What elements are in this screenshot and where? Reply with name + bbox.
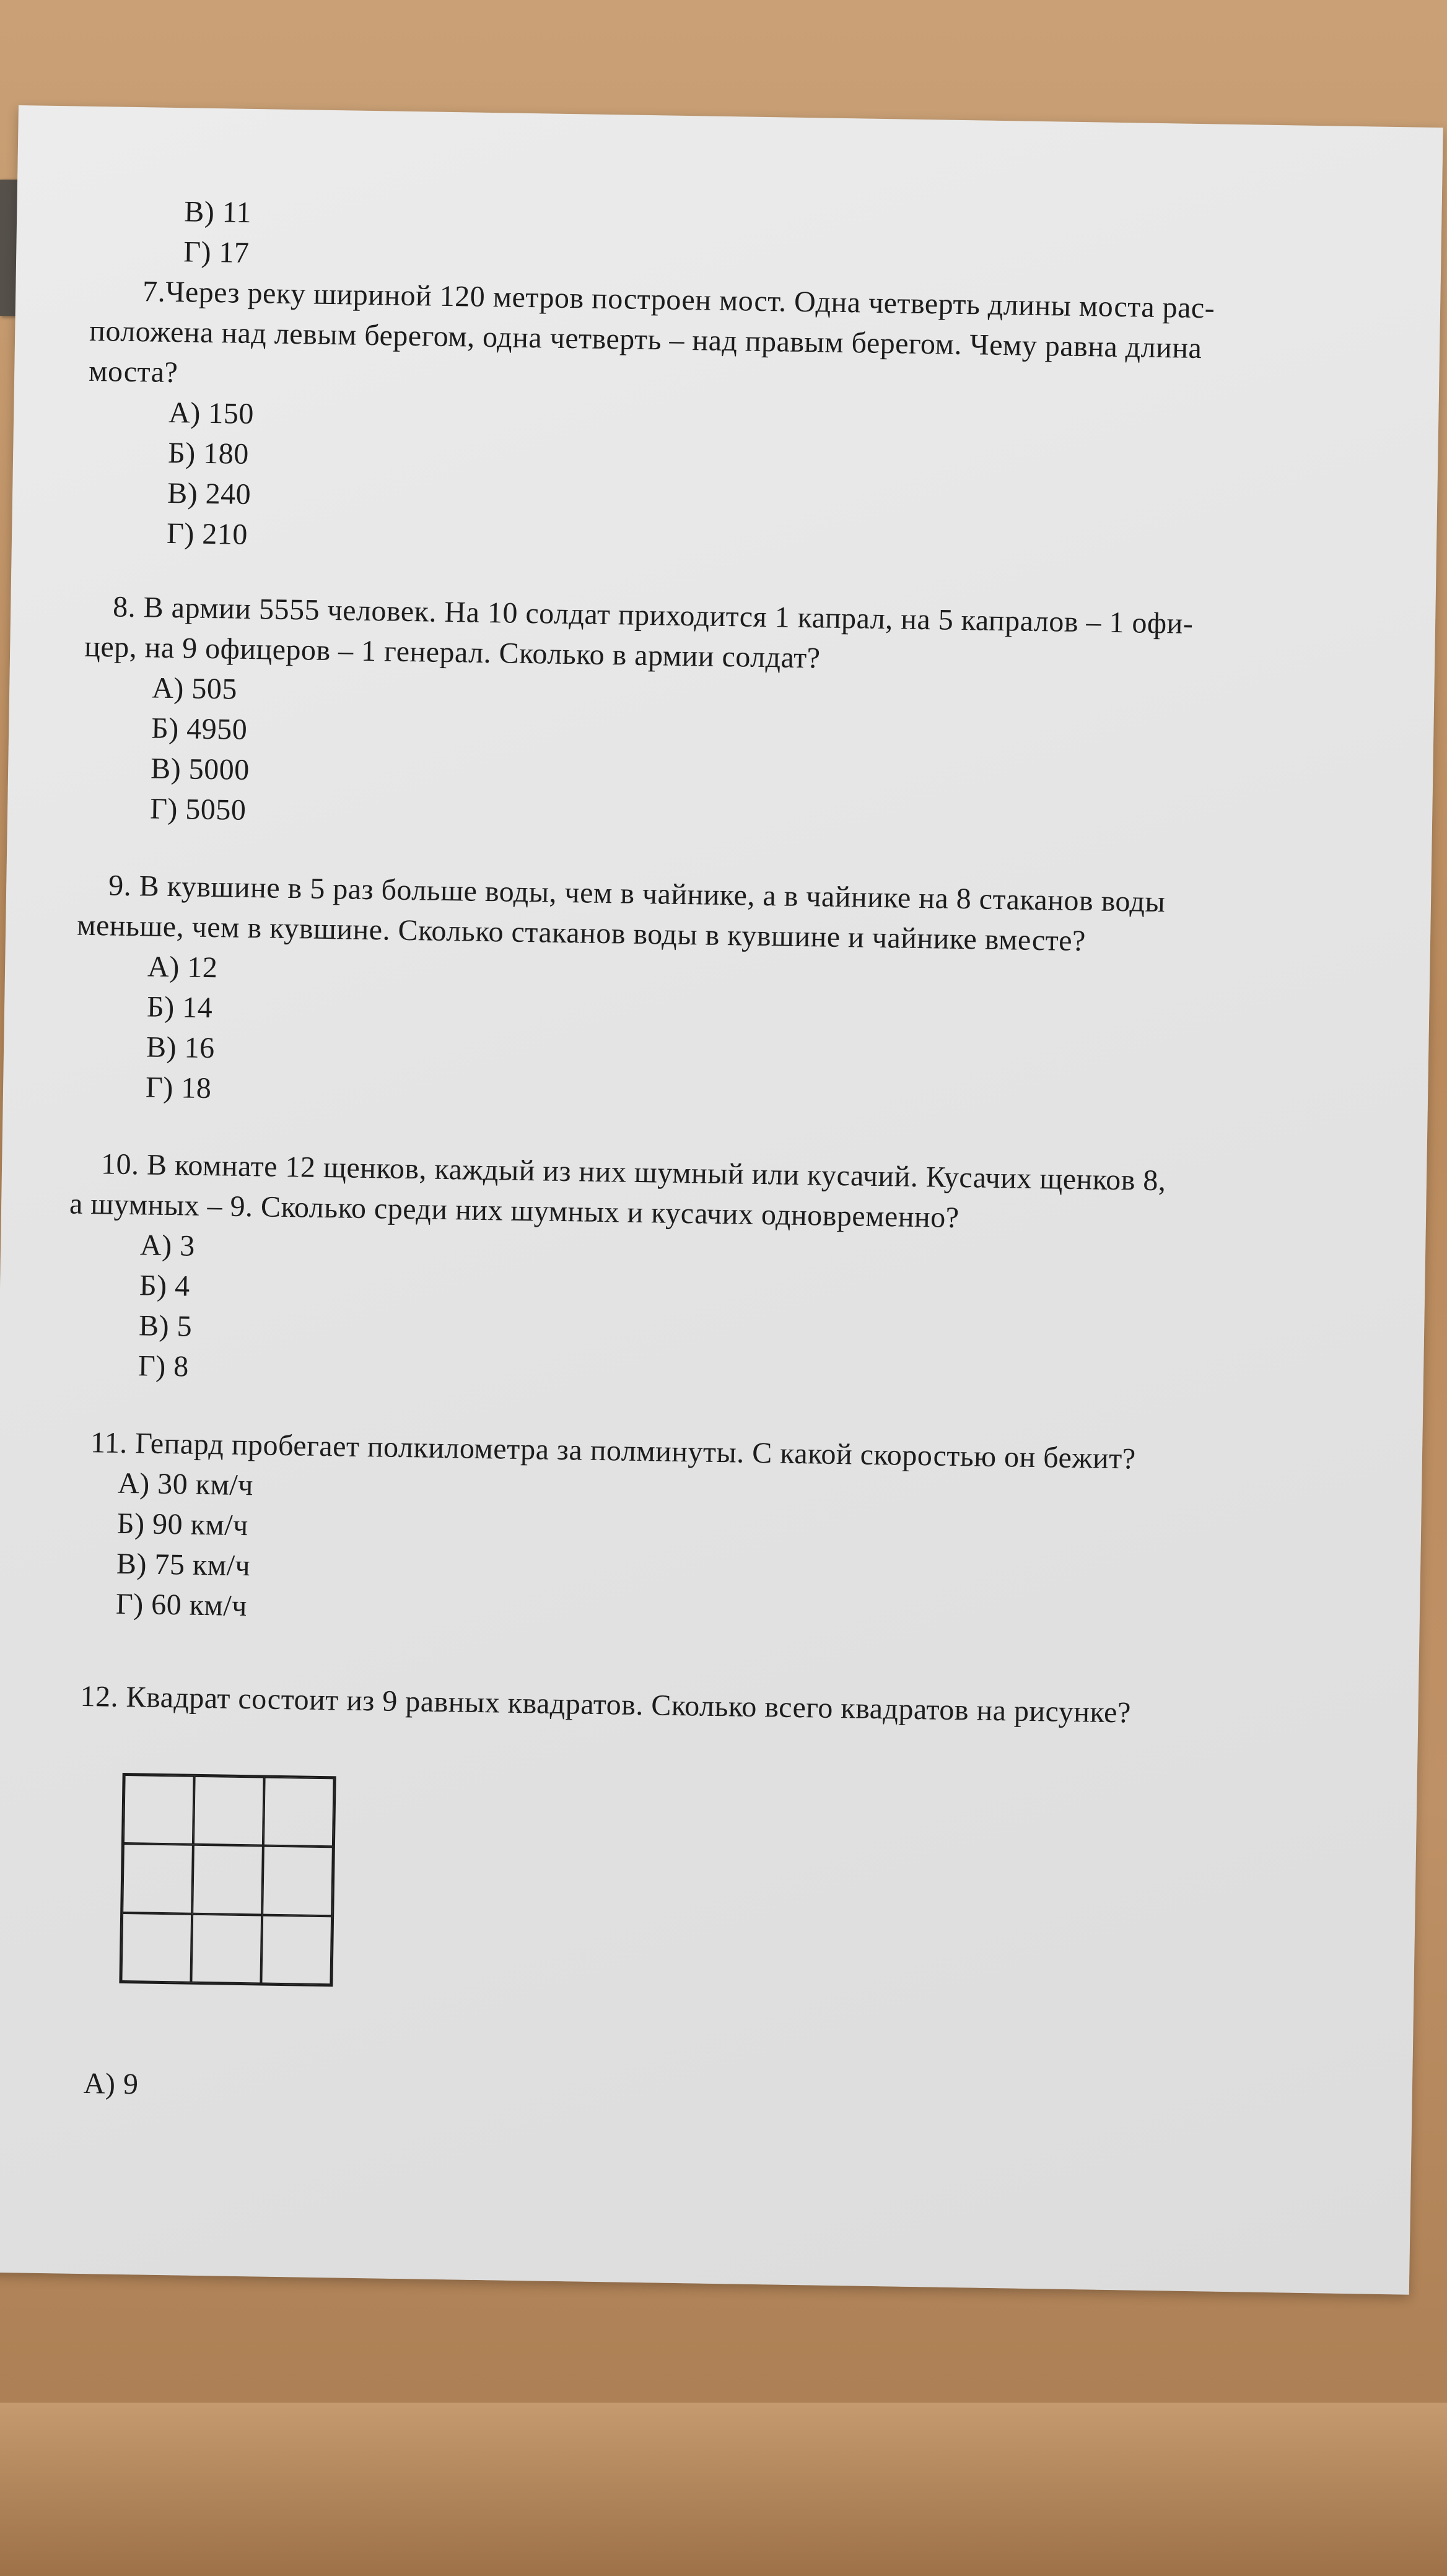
question-8-option-g: Г) 5050: [149, 792, 247, 827]
question-11-option-g: Г) 60 км/ч: [115, 1587, 248, 1623]
question-9-line2: меньше, чем в кувшине. Сколько стаканов воды в кувшине и чайнике вместе?: [76, 908, 1086, 958]
question-7-option-g: Г) 210: [166, 516, 248, 551]
question-10-option-b: Б) 4: [139, 1269, 191, 1303]
question-10-line1: 10. В комнате 12 щенков, каждый из них шумный или кусачий. Кусачих щенков 8,: [100, 1147, 1166, 1198]
question-7-option-b: Б) 180: [167, 436, 250, 471]
question-11-option-a: А) 30 км/ч: [117, 1466, 254, 1502]
question-11-option-v: В) 75 км/ч: [116, 1547, 251, 1583]
grid-cell: [191, 1913, 262, 1983]
grid-cell: [123, 1775, 195, 1845]
question-8-line2: цер, на 9 офицеров – 1 генерал. Сколько в армии солдат?: [84, 630, 821, 675]
grid-cell: [263, 1777, 334, 1847]
question-12-text: 12. Квадрат состоит из 9 равных квадратов. Сколько всего квадратов на рисунке?: [80, 1679, 1132, 1730]
three-by-three-square-figure: [119, 1773, 336, 1986]
question-7-line1: 7.Через реку шириной 120 метров построен мост. Одна четверть длины моста рас-: [142, 275, 1215, 325]
question-9-option-a: А) 12: [147, 950, 218, 985]
option-prev-v: В) 11: [183, 195, 252, 229]
question-9-option-g: Г) 18: [145, 1071, 212, 1105]
question-8-option-b: Б) 4950: [151, 711, 248, 746]
grid-cell: [121, 1913, 192, 1983]
question-7-option-v: В) 240: [167, 476, 251, 511]
question-10-option-v: В) 5: [138, 1309, 193, 1343]
grid-cell: [122, 1843, 193, 1913]
table-surface: [0, 2403, 1447, 2576]
question-8-option-v: В) 5000: [150, 752, 250, 786]
grid-cell: [261, 1915, 332, 1985]
question-7-line2: положена над левым берегом, одна четверть – над правым берегом. Чему равна длина: [89, 314, 1202, 365]
question-7-option-a: А) 150: [168, 396, 255, 431]
grid-cell: [192, 1845, 263, 1915]
option-prev-g: Г) 17: [183, 235, 250, 269]
question-12-option-a: А) 9: [83, 2067, 139, 2101]
question-10-option-g: Г) 8: [138, 1349, 190, 1383]
question-7-line3: моста?: [88, 354, 178, 389]
grid-cell: [262, 1846, 333, 1916]
question-8-line1: 8. В армии 5555 человек. На 10 солдат приходится 1 капрал, на 5 капралов – 1 офи-: [112, 590, 1194, 640]
question-10-line2: а шумных – 9. Сколько среди них шумных и кусачих одновременно?: [69, 1187, 960, 1235]
question-8-option-a: А) 505: [151, 671, 238, 706]
question-9-option-b: Б) 14: [146, 990, 213, 1025]
question-9-option-v: В) 16: [146, 1030, 216, 1065]
question-10-option-a: А) 3: [139, 1229, 196, 1263]
question-9-line1: 9. В кувшине в 5 раз больше воды, чем в чайнике, а в чайнике на 8 стаканов воды: [108, 869, 1166, 919]
question-11-option-b: Б) 90 км/ч: [116, 1507, 249, 1543]
grid-cell: [193, 1776, 264, 1846]
paper-sheet: [0, 105, 1443, 2295]
question-11-text: 11. Гепард пробегает полкилометра за полминуты. С какой скоростью он бежит?: [90, 1426, 1136, 1476]
